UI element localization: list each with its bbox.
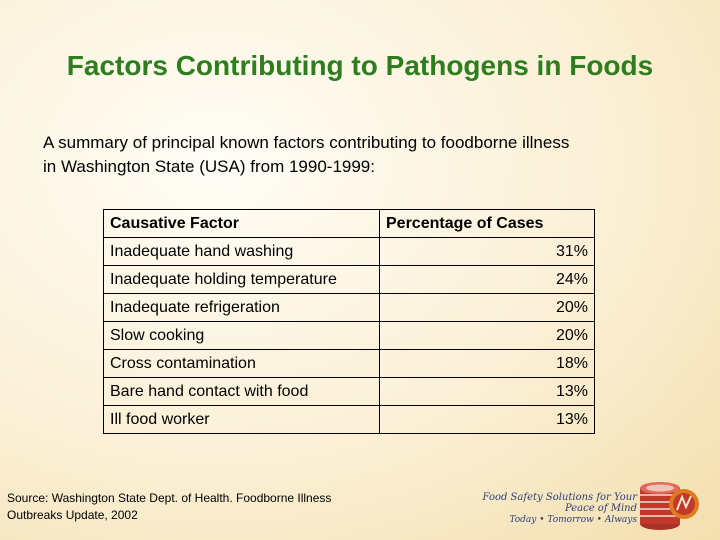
percent-cell: 18% bbox=[380, 350, 595, 378]
table-row bbox=[104, 378, 595, 406]
footer-tagline bbox=[452, 492, 637, 525]
table-row bbox=[104, 238, 595, 266]
factor-cell: Slow cooking bbox=[104, 322, 380, 350]
source-citation bbox=[7, 490, 407, 524]
header-causative-factor: Causative Factor bbox=[104, 210, 380, 238]
percent-cell: 24% bbox=[380, 266, 595, 294]
stacked-plates-logo-icon bbox=[636, 474, 702, 534]
factor-cell: Inadequate holding temperature bbox=[104, 266, 380, 294]
factor-cell: Ill food worker bbox=[104, 406, 380, 434]
page-title: Factors Contributing to Pathogens in Foods bbox=[66, 50, 654, 81]
intro-line-2: in Washington State (USA) from 1990-1999: bbox=[43, 157, 375, 176]
table-row bbox=[104, 350, 595, 378]
table-row bbox=[104, 294, 595, 322]
percent-cell: 20% bbox=[380, 322, 595, 350]
subtagline-text: Today • Tomorrow • Always bbox=[509, 515, 637, 525]
source-line-2: Outbreaks Update, 2002 bbox=[7, 508, 138, 522]
percent-cell: 13% bbox=[380, 378, 595, 406]
table-row bbox=[104, 406, 595, 434]
table-row bbox=[104, 322, 595, 350]
factor-cell: Cross contamination bbox=[104, 350, 380, 378]
percent-cell: 20% bbox=[380, 294, 595, 322]
factor-cell: Inadequate refrigeration bbox=[104, 294, 380, 322]
tagline-text: Food Safety Solutions for Your Peace of Mind bbox=[482, 492, 637, 514]
intro-line-1: A summary of principal known factors contributing to foodborne illness bbox=[43, 133, 570, 152]
factor-cell: Inadequate hand washing bbox=[104, 238, 380, 266]
percent-cell: 31% bbox=[380, 238, 595, 266]
table-header-row bbox=[104, 210, 595, 238]
header-percentage: Percentage of Cases bbox=[380, 210, 595, 238]
percent-cell: 13% bbox=[380, 406, 595, 434]
source-line-1: Source: Washington State Dept. of Health. Foodborne Illness bbox=[7, 491, 332, 505]
factors-table bbox=[103, 209, 595, 434]
intro-text bbox=[43, 131, 693, 179]
factor-cell: Bare hand contact with food bbox=[104, 378, 380, 406]
table-row bbox=[104, 266, 595, 294]
